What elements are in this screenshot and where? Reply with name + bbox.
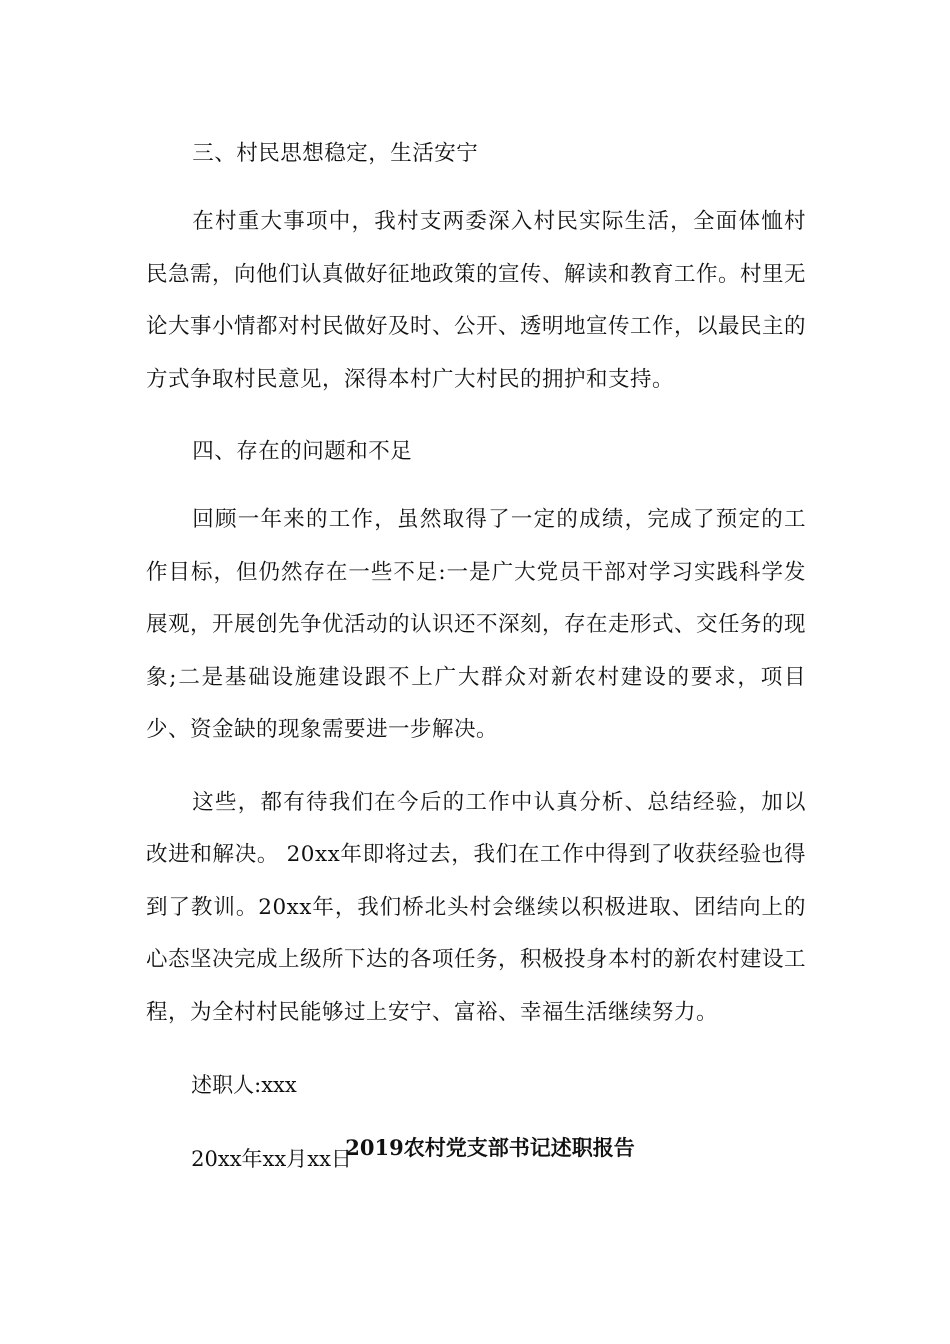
- section-4-paragraph-2: 这些，都有待我们在今后的工作中认真分析、总结经验，加以改进和解决。 20xx年即将过去，我们在工作中得到了收获经验也得到了教训。20xx年，我们桥北头村会继续以积极进取、团结向上的心态坚决完成上级所下达的各项任务，积极投身本村的新农村建设工程，为全村村民能够过上安宁、富裕、幸福生活继续努力。: [146, 789, 807, 1025]
- document-body: [146, 128, 806, 1185]
- section-4-paragraph-1: 回顾一年来的工作，虽然取得了一定的成绩，完成了预定的工作目标，但仍然存在一些不足:一是广大党员干部对学习实践科学发展观，开展创先争优活动的认识还不深刻，存在走形式、交任务的现象;二是基础设施建设跟不上广大群众对新农村建设的要求，项目少、资金缺的现象需要进一步解决。: [146, 507, 807, 742]
- section-3-paragraph-1: 在村重大事项中，我村支两委深入村民实际生活，全面体恤村民急需，向他们认真做好征地政策的宣传、解读和教育工作。村里无论大事小情都对村民做好及时、公开、透明地宣传工作，以最民主的方式争取村民意见，深得本村广大村民的拥护和支持。: [146, 209, 807, 392]
- reporter-signature: 述职人:xxx: [191, 1073, 297, 1097]
- report-date: 20xx年xx月xx日: [191, 1147, 352, 1171]
- section-heading-3: 三、村民思想稳定，生活安宁: [192, 141, 479, 166]
- section-heading-4: 四、存在的问题和不足: [192, 439, 413, 464]
- next-document-title: 2019农村党支部书记述职报告: [345, 1135, 635, 1160]
